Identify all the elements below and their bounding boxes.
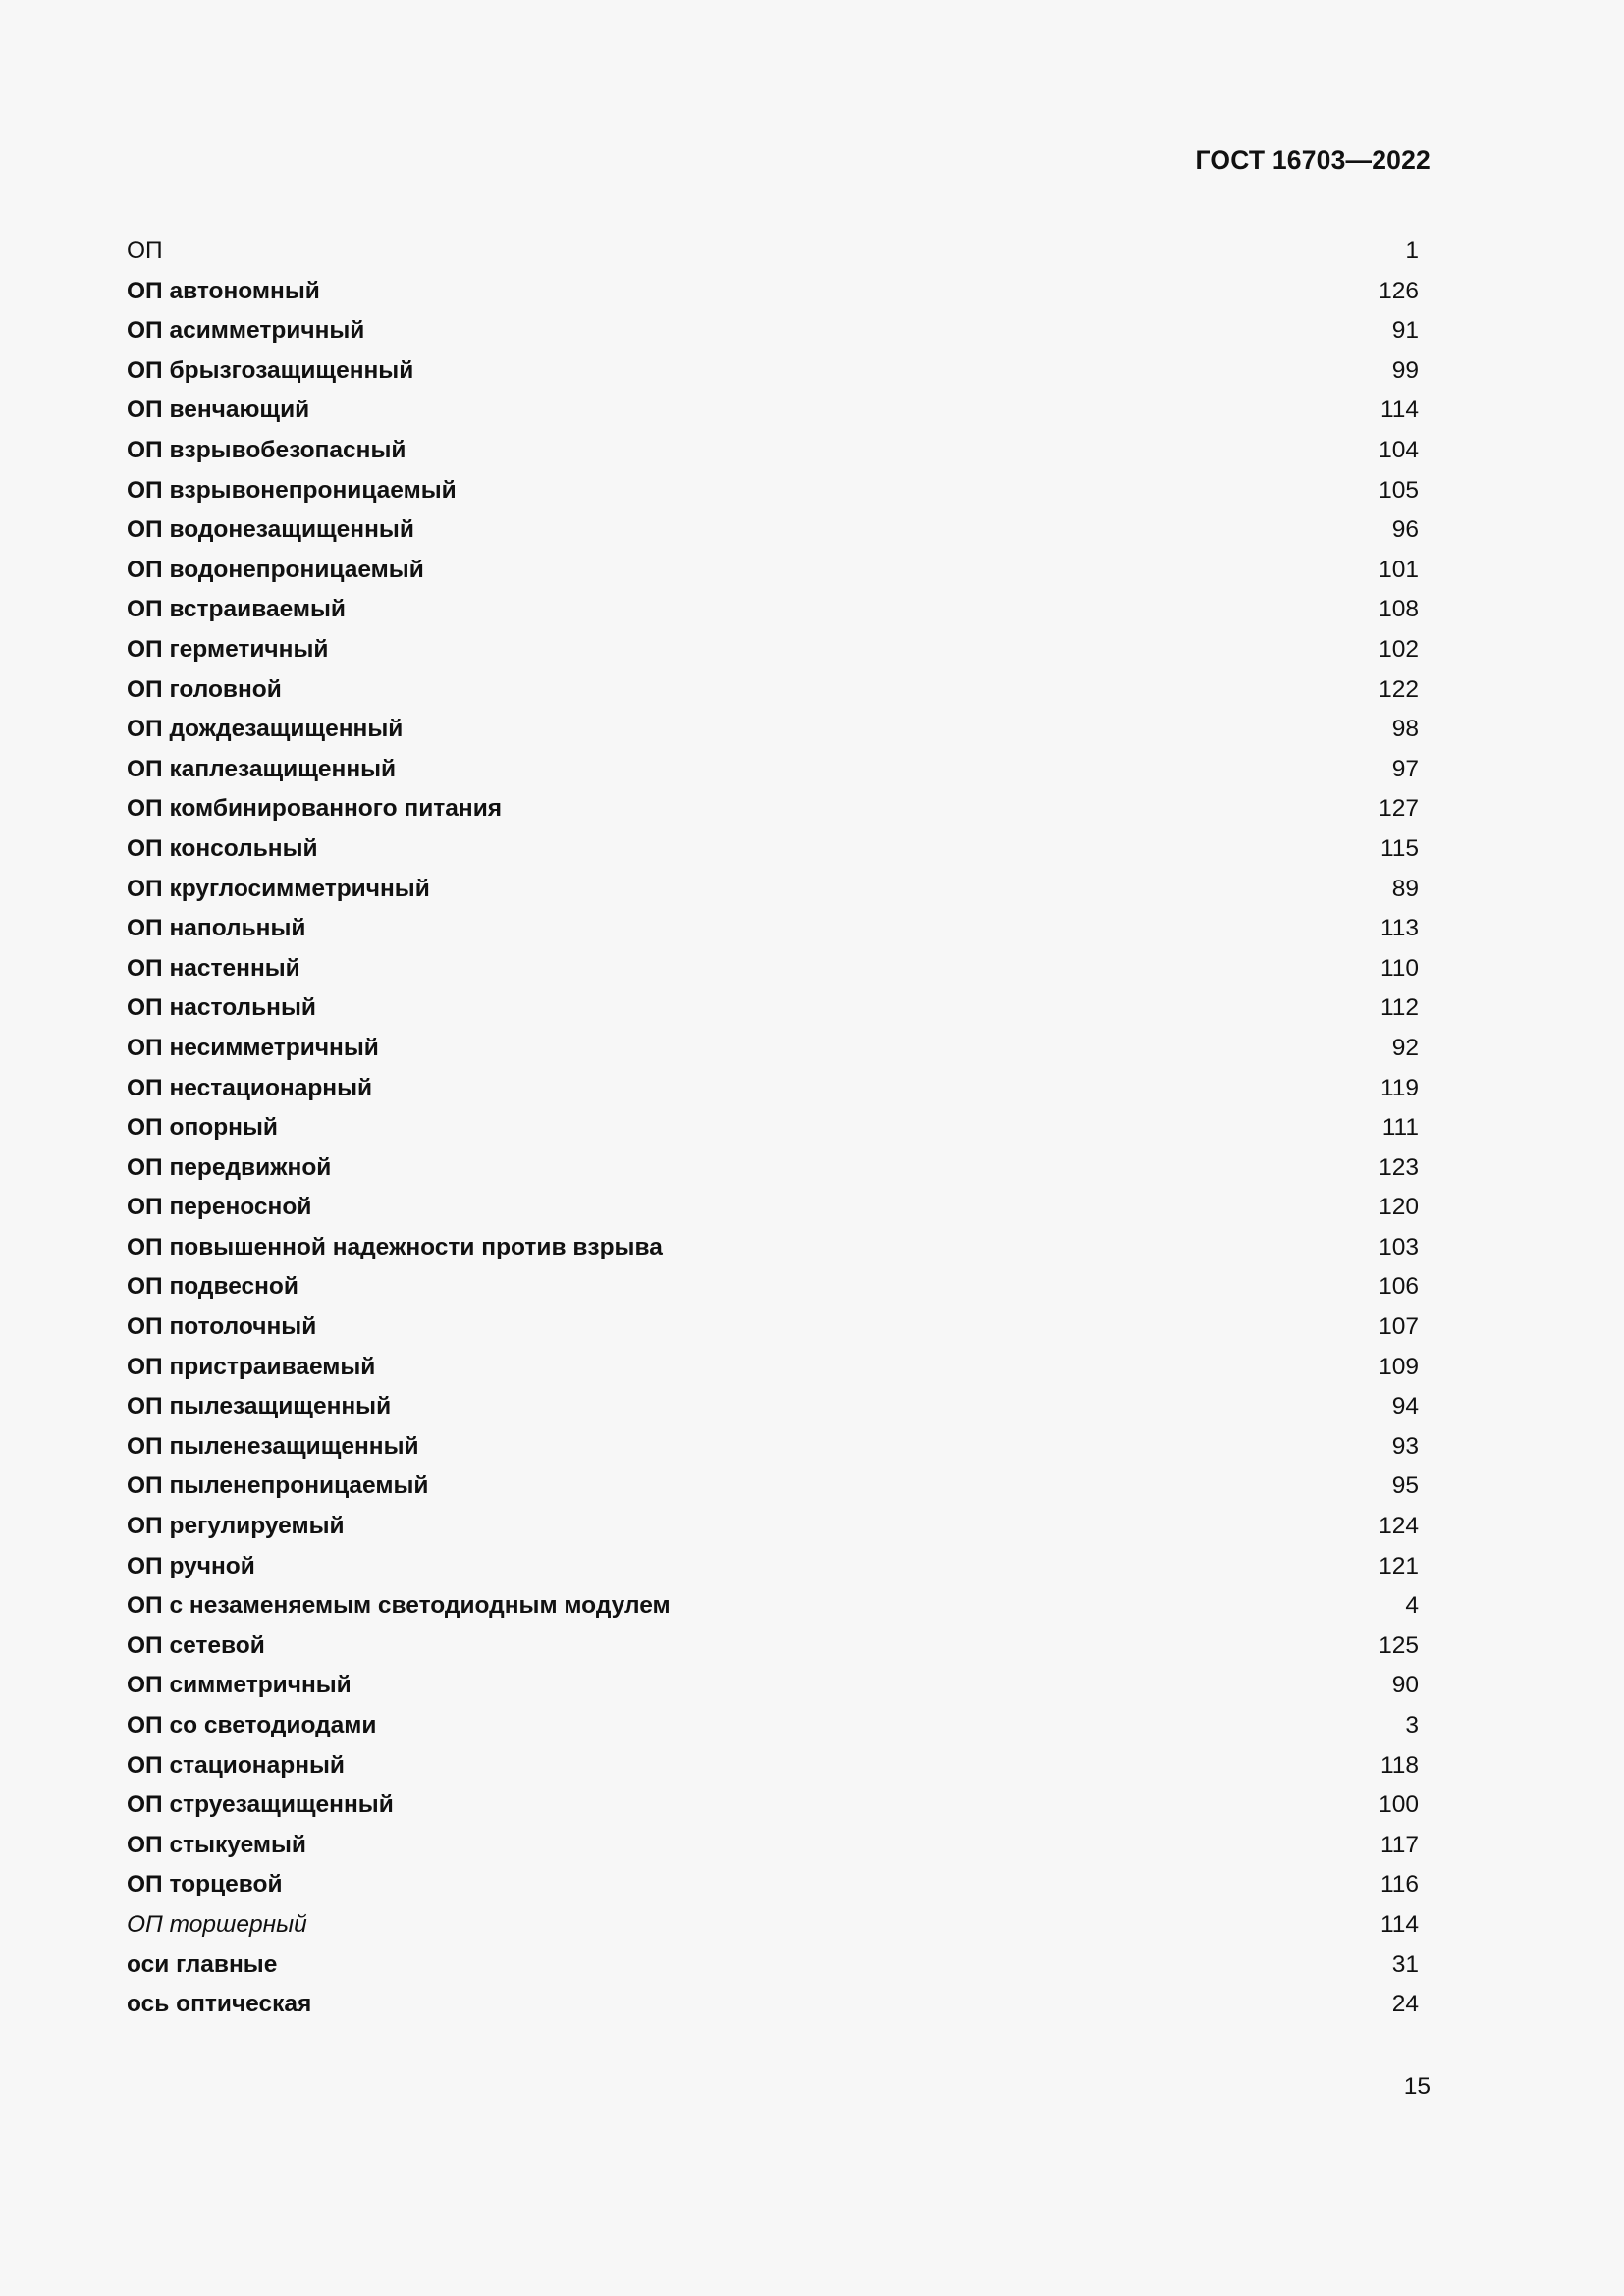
index-term: ОП со светодиодами [127,1712,377,1739]
index-entry [127,1427,1419,1468]
index-term: ОП герметичный [127,635,329,663]
index-reference-number: 106 [1379,1273,1419,1301]
index-reference-number: 124 [1379,1513,1419,1540]
index-entry [127,829,1419,870]
index-entry [127,590,1419,630]
index-entry [127,909,1419,949]
index-reference-number: 122 [1379,675,1419,703]
index-entry [127,1188,1419,1228]
index-term: ОП стационарный [127,1751,345,1779]
index-term: ОП каплезащищенный [127,755,397,782]
index-entry [127,1826,1419,1866]
index-term: ось оптическая [127,1991,312,2018]
index-term: ОП асимметричный [127,317,365,345]
index-entry [127,949,1419,989]
index-reference-number: 98 [1391,716,1419,743]
index-reference-number: 109 [1379,1353,1419,1380]
index-term: ОП взрывонепроницаемый [127,476,457,504]
index-reference-number: 119 [1380,1074,1419,1101]
index-term: ОП комбинированного питания [127,795,503,823]
index-entry [127,311,1419,351]
index-term: ОП головной [127,675,282,703]
index-term: ОП регулируемый [127,1513,345,1540]
index-entry [127,1108,1419,1148]
index-entry [127,431,1419,471]
index-entry [127,351,1419,392]
index-term: ОП торцевой [127,1871,283,1898]
index-entry [127,1706,1419,1746]
index-reference-number: 4 [1405,1592,1419,1620]
index-term: ОП опорный [127,1114,278,1142]
index-term: ОП венчающий [127,397,310,424]
index-reference-number: 100 [1379,1791,1419,1819]
index-term: ОП повышенной надежности против взрыва [127,1233,663,1260]
index-entry [127,1068,1419,1108]
index-entry [127,789,1419,829]
index-term: ОП пыленезащищенный [127,1432,419,1460]
index-entry [127,1467,1419,1507]
index-entry [127,1507,1419,1547]
index-reference-number: 108 [1379,596,1419,623]
index-entry [127,1666,1419,1706]
index-reference-number: 97 [1391,755,1419,782]
index-reference-number: 94 [1391,1393,1419,1420]
index-reference-number: 110 [1380,954,1419,982]
index-entry [127,1746,1419,1787]
index-entry [127,988,1419,1029]
index-term: ОП стыкуемый [127,1831,306,1858]
index-entry [127,510,1419,551]
index-term: ОП пылезащищенный [127,1393,392,1420]
index-reference-number: 31 [1391,1950,1419,1978]
index-term: ОП симметричный [127,1672,352,1699]
index-reference-number: 121 [1379,1552,1419,1579]
index-term: ОП ручной [127,1552,255,1579]
index-entry [127,1148,1419,1189]
index-reference-number: 107 [1379,1313,1419,1341]
index-term: ОП брызгозащищенный [127,356,414,384]
index-reference-number: 103 [1379,1233,1419,1260]
index-entry [127,870,1419,910]
index-reference-number: 96 [1391,516,1419,544]
index-entry [127,1547,1419,1587]
index-term: ОП несимметричный [127,1034,379,1061]
index-term: ОП автономный [127,277,320,304]
index-entry [127,1865,1419,1905]
index-reference-number: 102 [1379,635,1419,663]
index-entry [127,750,1419,790]
index-term: ОП пыленепроницаемый [127,1472,429,1500]
index-entry [127,1586,1419,1627]
index-entry [127,1905,1419,1946]
index-entry [127,1387,1419,1427]
page-number: 15 [1403,2073,1431,2100]
index-term: ОП с незаменяемым светодиодным модулем [127,1592,671,1620]
index-term: ОП струезащищенный [127,1791,394,1819]
index-reference-number: 90 [1391,1672,1419,1699]
index-term: ОП передвижной [127,1153,332,1181]
index-reference-number: 123 [1379,1153,1419,1181]
index-term: ОП встраиваемый [127,596,346,623]
index-entry [127,1946,1419,1986]
index-term: ОП подвесной [127,1273,298,1301]
index-entry [127,630,1419,670]
index-term: ОП консольный [127,834,318,862]
index-entry [127,1267,1419,1308]
index-entry [127,272,1419,312]
index-reference-number: 91 [1391,317,1419,345]
index-term: ОП взрывобезопасный [127,437,406,464]
index-entry [127,710,1419,750]
index-reference-number: 114 [1380,397,1419,424]
index-reference-number: 92 [1391,1034,1419,1061]
index-term: ОП напольный [127,915,306,942]
index-entry [127,1627,1419,1667]
index-reference-number: 99 [1391,356,1419,384]
index-term: ОП настольный [127,994,316,1022]
index-reference-number: 126 [1379,277,1419,304]
index-reference-number: 113 [1380,915,1419,942]
index-reference-number: 105 [1379,476,1419,504]
index-term: ОП водонепроницаемый [127,556,424,583]
index-entry [127,1348,1419,1388]
term-index-list [127,232,1419,2025]
index-entry [127,391,1419,431]
index-entry [127,670,1419,711]
index-term: ОП сетевой [127,1631,265,1659]
index-reference-number: 1 [1405,238,1419,265]
index-reference-number: 93 [1391,1432,1419,1460]
index-term: ОП пристраиваемый [127,1353,376,1380]
index-reference-number: 115 [1380,834,1419,862]
index-entry [127,1308,1419,1348]
index-term: ОП потолочный [127,1313,317,1341]
index-reference-number: 112 [1380,994,1419,1022]
index-reference-number: 111 [1381,1114,1419,1142]
index-term: ОП нестационарный [127,1074,373,1101]
index-entry [127,1786,1419,1826]
index-term: ОП торшерный [127,1910,307,1938]
index-term: ОП переносной [127,1194,312,1221]
index-reference-number: 117 [1380,1831,1419,1858]
index-reference-number: 89 [1391,875,1419,902]
index-reference-number: 104 [1379,437,1419,464]
index-entry [127,1985,1419,2025]
index-entry [127,1228,1419,1268]
index-reference-number: 125 [1379,1631,1419,1659]
index-reference-number: 118 [1380,1751,1419,1779]
index-reference-number: 24 [1391,1991,1419,2018]
index-entry [127,551,1419,591]
index-term: оси главные [127,1950,278,1978]
document-header-code: ГОСТ 16703—2022 [1195,145,1431,175]
index-entry [127,1029,1419,1069]
index-term: ОП круглосимметричный [127,875,430,902]
index-term: ОП водонезащищенный [127,516,414,544]
index-reference-number: 95 [1391,1472,1419,1500]
index-reference-number: 120 [1379,1194,1419,1221]
index-reference-number: 116 [1380,1871,1419,1898]
index-entry [127,471,1419,511]
index-term: ОП настенный [127,954,300,982]
index-reference-number: 101 [1379,556,1419,583]
index-reference-number: 3 [1405,1712,1419,1739]
index-reference-number: 114 [1380,1910,1419,1938]
index-reference-number: 127 [1379,795,1419,823]
index-entry [127,232,1419,272]
index-term: ОП [127,238,163,265]
index-term: ОП дождезащищенный [127,716,404,743]
